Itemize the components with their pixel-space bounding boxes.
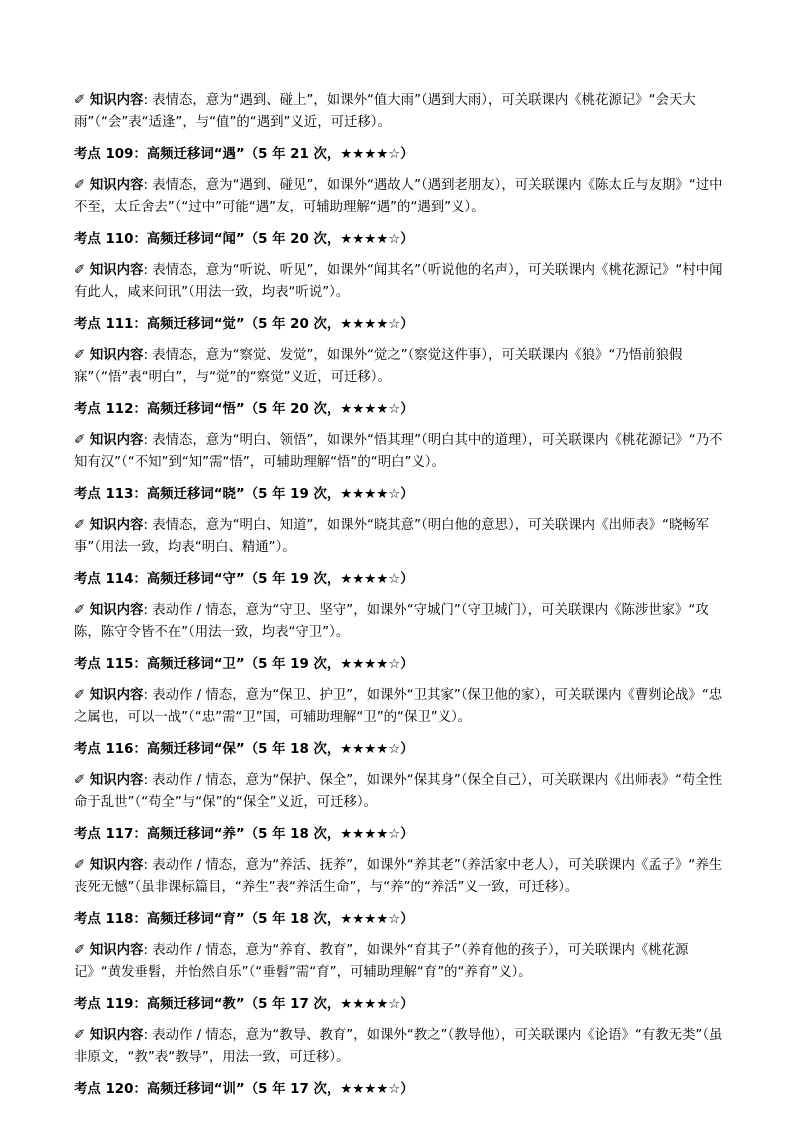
knowledge-text: : 表情态，意为“听说、听见”，如课外“闻其名”（听说他的名声），可关联课内《桃花源记》“村中闻有此人，咸来问讯”（用法一致，均表“听说”）。 [74,263,723,300]
exam-point-110 [74,229,726,304]
knowledge-text: : 表动作 / 情态，意为“养活、抚养”，如课外“养其老”（养活家中老人），可关联课内《孟子》“养生丧死无憾”（虽非课标篇目，“养生”表“养活生命”，与“养”的“养活”义一致，可迁移）。 [74,858,723,895]
exam-point-111 [74,314,726,389]
knowledge-paragraph [74,90,726,134]
knowledge-text: : 表情态，意为“明白、领悟”，如课外“悟其理”（明白其中的道理），可关联课内《桃花源记》“乃不知有汉”（“不知”到“知”需“悟”，可辅助理解“悟”的“明白”义）。 [74,433,723,470]
knowledge-text: : 表动作 / 情态，意为“保护、保全”，如课外“保其身”（保全自己），可关联课内《出师表》“苟全性命于乱世”（“苟全”与“保”的“保全”义近，可迁移）。 [74,773,723,810]
exam-point-heading: 考点 117：高频迁移词“养”（5 年 18 次，★★★★☆） [74,827,414,842]
knowledge-paragraph [74,685,726,729]
exam-point-heading: 考点 109：高频迁移词“遇”（5 年 21 次，★★★★☆） [74,147,414,162]
knowledge-text: : 表情态，意为“明白、知道”，如课外“晓其意”（明白他的意思），可关联课内《出师表》“晓畅军事”（用法一致，均表“明白、精通”）。 [74,518,710,555]
knowledge-paragraph [74,175,726,219]
knowledge-text: : 表情态，意为“遇到、碰见”，如课外“遇故人”（遇到老朋友），可关联课内《陈太丘与友期》“过中不至，太丘舍去”（“过中”可能“遇”友，可辅助理解“遇”的“遇到”义）。 [74,178,723,215]
exam-point-116 [74,739,726,814]
exam-point-heading: 考点 111：高频迁移词“觉”（5 年 20 次，★★★★☆） [74,317,414,332]
knowledge-label: ✐ 知识内容 [74,603,144,618]
exam-point-117 [74,824,726,899]
knowledge-label: ✐ 知识内容 [74,943,144,958]
exam-point-112 [74,399,726,474]
knowledge-label: ✐ 知识内容 [74,518,144,533]
knowledge-text: : 表动作 / 情态，意为“教导、教育”，如课外“教之”（教导他），可关联课内《论语》“有教无类”（虽非原文，“教”表“教导”，用法一致，可迁移）。 [74,1028,723,1065]
knowledge-label: ✐ 知识内容 [74,858,144,873]
exam-point-heading: 考点 115：高频迁移词“卫”（5 年 19 次，★★★★☆） [74,657,414,672]
knowledge-text: : 表动作 / 情态，意为“守卫、坚守”，如课外“守城门”（守卫城门），可关联课内《陈涉世家》“攻陈，陈守令皆不在”（用法一致，均表“守卫”）。 [74,603,709,640]
exam-point-113 [74,484,726,559]
knowledge-label: ✐ 知识内容 [74,773,144,788]
exam-point-114 [74,569,726,644]
knowledge-paragraph [74,940,726,984]
exam-point-heading: 考点 114：高频迁移词“守”（5 年 19 次，★★★★☆） [74,572,414,587]
exam-point-heading: 考点 113：高频迁移词“晓”（5 年 19 次，★★★★☆） [74,487,414,502]
exam-point-heading: 考点 112：高频迁移词“悟”（5 年 20 次，★★★★☆） [74,402,414,417]
knowledge-label: ✐ 知识内容 [74,263,144,278]
document-page [74,90,726,1110]
exam-point-heading: 考点 118：高频迁移词“育”（5 年 18 次，★★★★☆） [74,912,414,927]
knowledge-text: : 表动作 / 情态，意为“养育、教育”，如课外“育其子”（养育他的孩子），可关联课内《桃花源记》“黄发垂髫，并怡然自乐”（“垂髫”需“育”，可辅助理解“育”的“养育”义）。 [74,943,689,980]
knowledge-paragraph [74,515,726,559]
knowledge-paragraph [74,260,726,304]
knowledge-paragraph [74,600,726,644]
knowledge-paragraph [74,1025,726,1069]
exam-point-heading: 考点 110：高频迁移词“闻”（5 年 20 次，★★★★☆） [74,232,414,247]
exam-point-118 [74,909,726,984]
exam-point-120 [74,1079,726,1101]
knowledge-paragraph [74,770,726,814]
knowledge-paragraph [74,430,726,474]
knowledge-text: : 表情态，意为“察觉、发觉”，如课外“觉之”（察觉这件事），可关联课内《狼》“乃悟前狼假寐”（“悟”表“明白”，与“觉”的“察觉”义近，可迁移）。 [74,348,683,385]
exam-point-heading: 考点 116：高频迁移词“保”（5 年 18 次，★★★★☆） [74,742,414,757]
exam-point-119 [74,994,726,1069]
knowledge-paragraph [74,345,726,389]
knowledge-text: : 表动作 / 情态，意为“保卫、护卫”，如课外“卫其家”（保卫他的家），可关联课内《曹刿论战》“忠之属也，可以一战”（“忠”需“卫”国，可辅助理解“卫”的“保卫”义）。 [74,688,723,725]
exam-point-115 [74,654,726,729]
knowledge-label: ✐ 知识内容 [74,93,144,108]
exam-point-heading: 考点 119：高频迁移词“教”（5 年 17 次，★★★★☆） [74,997,414,1012]
knowledge-label: ✐ 知识内容 [74,433,144,448]
knowledge-text: : 表情态，意为“遇到、碰上”，如课外“值大雨”（遇到大雨），可关联课内《桃花源记》“会天大雨”（“会”表“适逢”，与“值”的“遇到”义近，可迁移）。 [74,93,696,130]
knowledge-label: ✐ 知识内容 [74,1028,144,1043]
knowledge-label: ✐ 知识内容 [74,178,144,193]
knowledge-label: ✐ 知识内容 [74,688,144,703]
exam-point-109 [74,144,726,219]
knowledge-paragraph [74,855,726,899]
exam-point-heading: 考点 120：高频迁移词“训”（5 年 17 次，★★★★☆） [74,1082,414,1097]
knowledge-label: ✐ 知识内容 [74,348,144,363]
